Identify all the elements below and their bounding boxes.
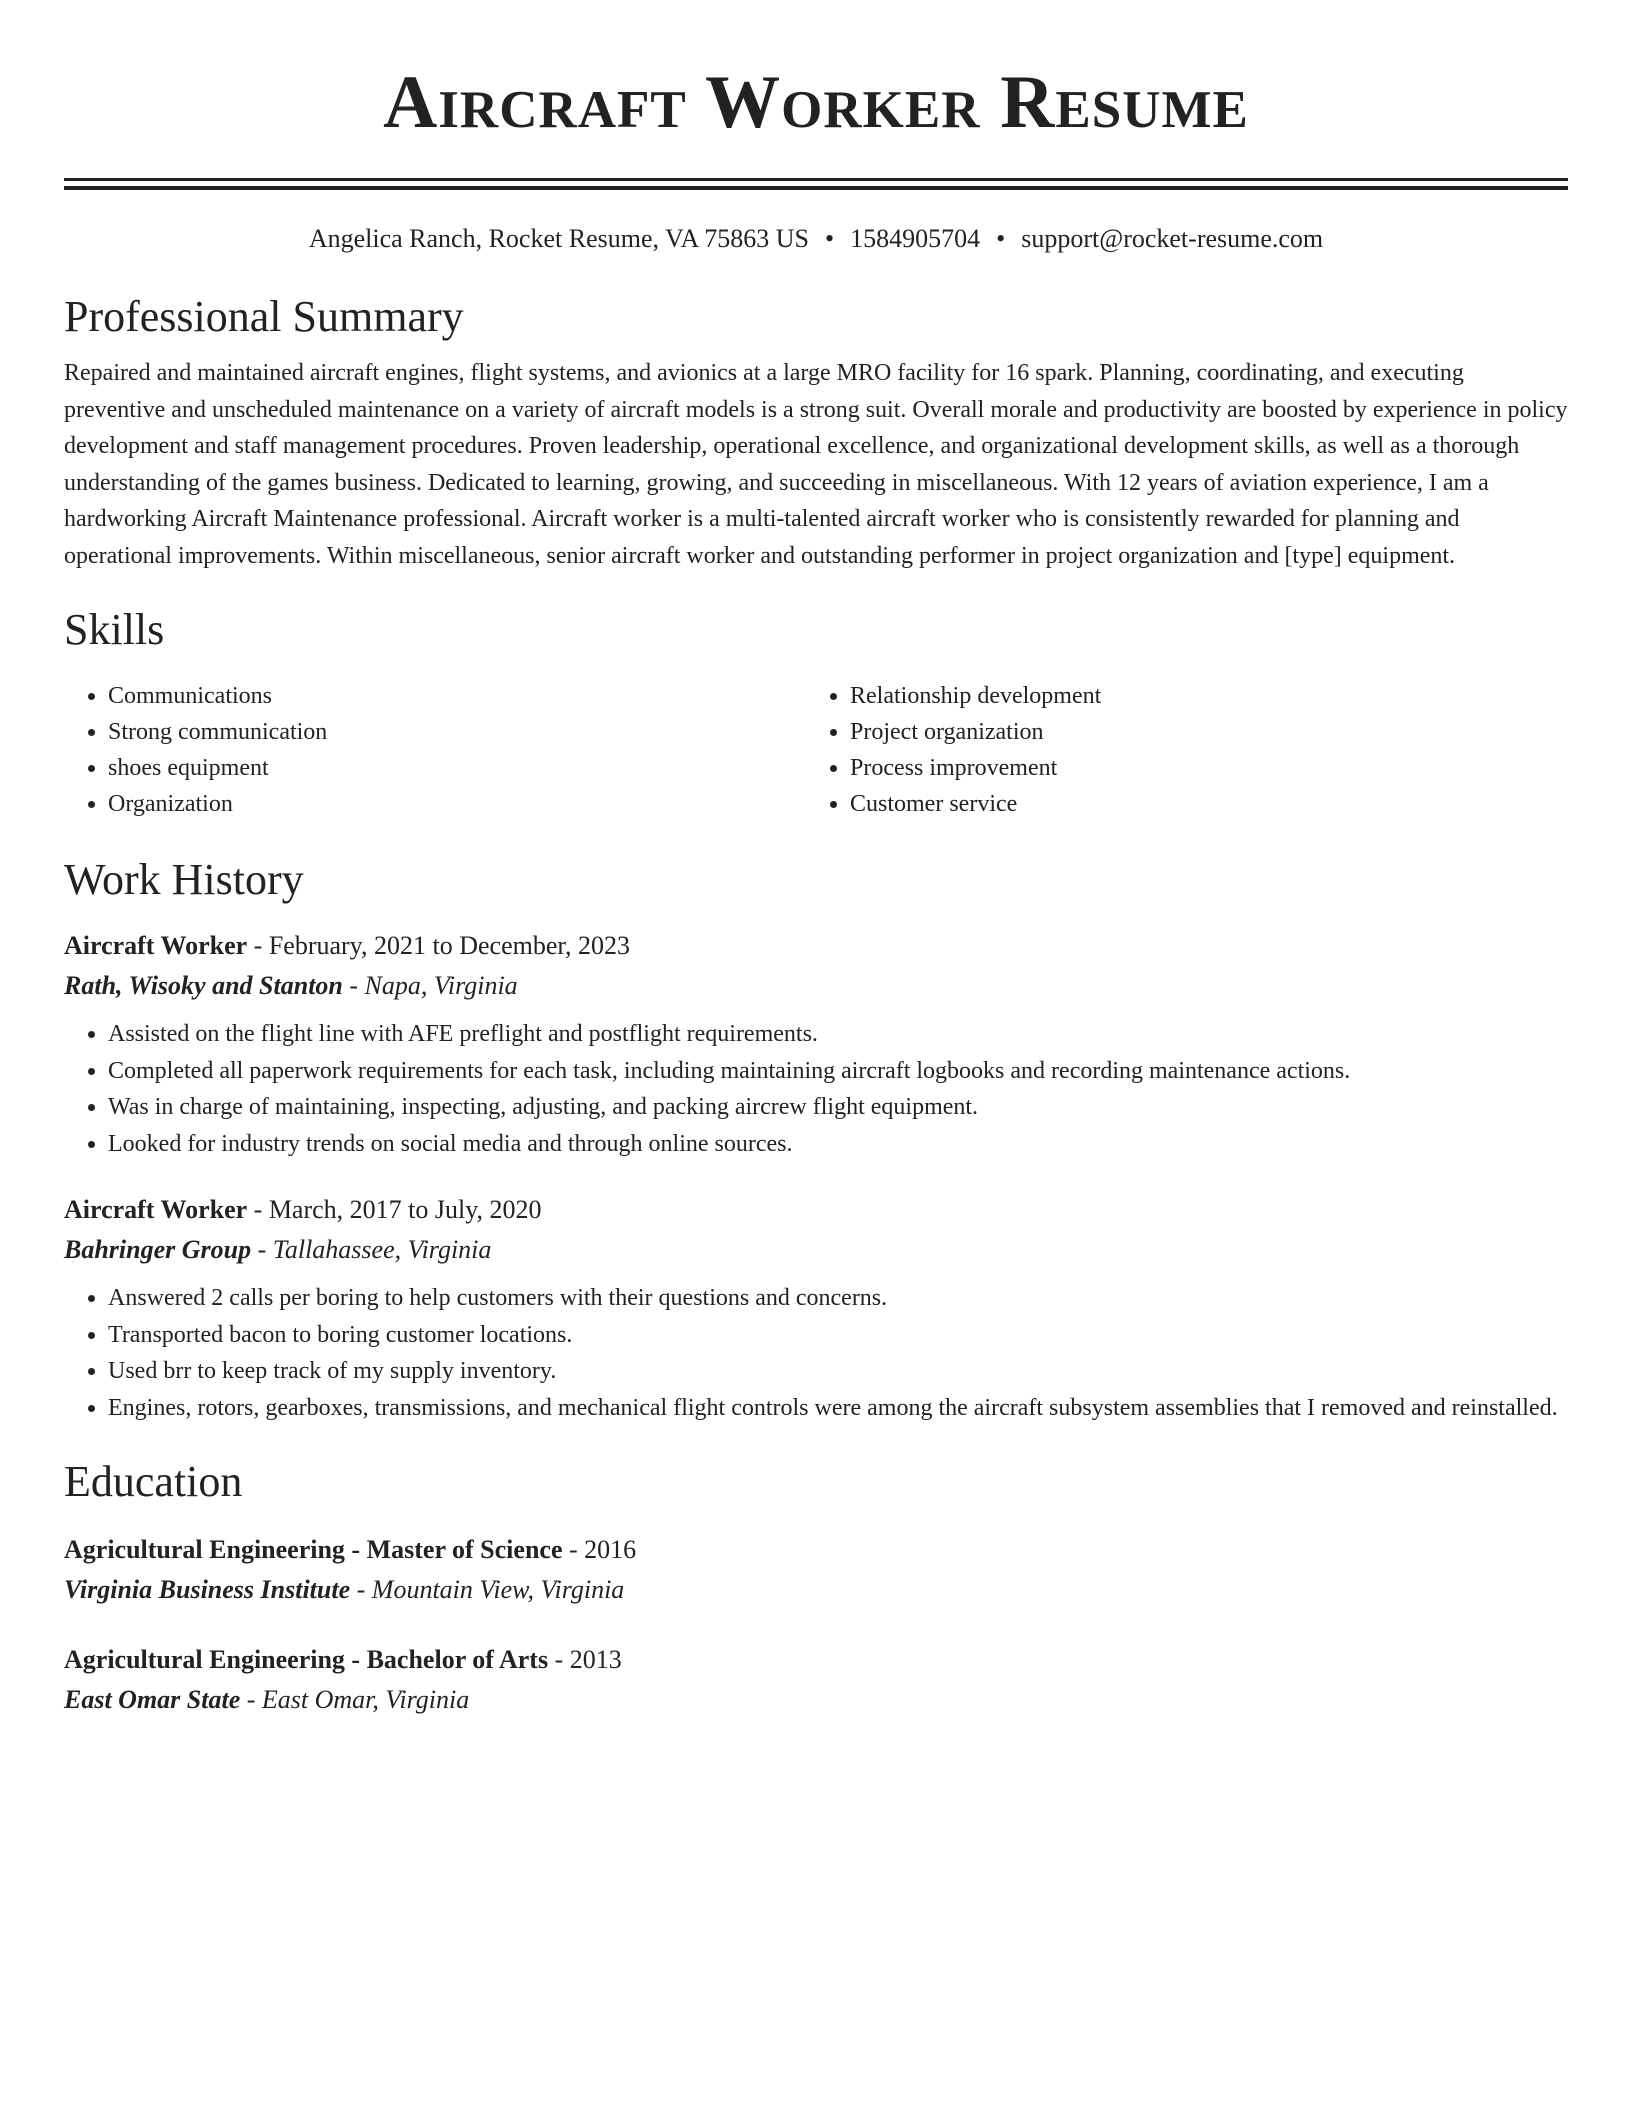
work-history-section: [64, 854, 1568, 1426]
skills-section: [64, 604, 1568, 822]
skill-item: • Project organization: [850, 714, 1548, 750]
job-location: - Tallahassee, Virginia: [251, 1235, 492, 1264]
education-degree: Agricultural Engineering - Master of Science: [64, 1535, 563, 1564]
education-year: - 2013: [548, 1645, 622, 1674]
education-year: - 2016: [562, 1535, 637, 1564]
education-heading: Education: [64, 1457, 243, 1506]
job-entry: [64, 1190, 1568, 1426]
contact-separator: •: [996, 224, 1006, 253]
education-location: - East Omar, Virginia: [240, 1685, 470, 1714]
education-degree-line: [64, 1640, 1568, 1680]
resume-title: Aircraft Worker Resume: [383, 61, 1249, 144]
contact-separator: •: [825, 224, 835, 253]
duty-item: • Used brr to keep track of my supply inventory.: [108, 1353, 1568, 1390]
education-entry: [64, 1530, 1568, 1610]
job-header: [64, 1190, 1568, 1230]
job-entry: [64, 926, 1568, 1162]
duty-item: • Transported bacon to boring customer locations.: [108, 1317, 1568, 1354]
education-school-line: [64, 1680, 1568, 1720]
skill-item: • Customer service: [850, 786, 1548, 822]
skill-item: • Strong communication: [108, 714, 806, 750]
work-history-heading: Work History: [64, 855, 304, 904]
education-school: Virginia Business Institute: [64, 1575, 351, 1604]
duty-item: • Looked for industry trends on social media and through online sources.: [108, 1126, 1568, 1163]
education-section: [64, 1456, 1568, 1720]
education-school: East Omar State: [64, 1685, 241, 1714]
education-school-line: [64, 1570, 1568, 1610]
skill-item: • shoes equipment: [108, 750, 806, 786]
duty-item: • Completed all paperwork requirements for each task, including maintaining aircraft logbooks and recording maintenance actions.: [108, 1053, 1568, 1090]
job-company: Rath, Wisoky and Stanton: [64, 971, 343, 1000]
contact-line: [64, 223, 1568, 255]
skill-item: • Communications: [108, 678, 806, 714]
job-company: Bahringer Group: [64, 1235, 252, 1264]
education-degree-line: [64, 1530, 1568, 1570]
duty-item: • Engines, rotors, gearboxes, transmissions, and mechanical flight controls were among the aircraft subsystem assemblies that I removed and reinstalled.: [108, 1390, 1568, 1427]
job-title: Aircraft Worker: [64, 1195, 248, 1224]
job-dates: - February, 2021 to December, 2023: [247, 931, 630, 960]
education-degree: Agricultural Engineering - Bachelor of Arts: [64, 1645, 549, 1674]
skills-heading: Skills: [64, 605, 165, 654]
education-entry: [64, 1640, 1568, 1720]
summary-section: [64, 291, 1568, 574]
skill-item: • Relationship development: [850, 678, 1548, 714]
title-divider: [64, 178, 1568, 190]
job-duties: [64, 1280, 1568, 1426]
job-header: [64, 926, 1568, 966]
contact-email: support@rocket-resume.com: [1021, 224, 1324, 253]
skill-item: • Organization: [108, 786, 806, 822]
duty-item: • Was in charge of maintaining, inspecting, adjusting, and packing aircrew flight equipment.: [108, 1089, 1568, 1126]
duty-item: • Assisted on the flight line with AFE preflight and postflight requirements.: [108, 1016, 1568, 1053]
contact-address: Angelica Ranch, Rocket Resume, VA 75863 US: [308, 224, 810, 253]
contact-phone: 1584905704: [850, 224, 981, 253]
skill-item: • Process improvement: [850, 750, 1548, 786]
skills-list-right: [806, 678, 1548, 822]
skills-columns: [64, 678, 1568, 822]
job-employer: [64, 1230, 1568, 1270]
job-location: - Napa, Virginia: [342, 971, 518, 1000]
education-location: - Mountain View, Virginia: [350, 1575, 625, 1604]
summary-text: Repaired and maintained aircraft engines, flight systems, and avionics at a large MRO facility for 16 spark. Planning, coordinating, and executing preventive and unscheduled maintenance on a variety of aircraft models is a strong suit. Overall morale and productivity are boosted by experience in policy development and staff management procedures. Proven leadership, operational excellence, and organizational development skills, as well as a thorough understanding of the games business. Dedicated to learning, growing, and succeeding in miscellaneous. With 12 years of aviation experience, I am a hardworking Aircraft Maintenance professional. Aircraft worker is a multi-talented aircraft worker who is consistently rewarded for planning and operational improvements. Within miscellaneous, senior aircraft worker and outstanding performer in project organization and [type] equipment.: [64, 360, 1568, 569]
skills-list-left: [64, 678, 806, 822]
summary-heading: Professional Summary: [64, 292, 464, 341]
job-title: Aircraft Worker: [64, 931, 248, 960]
job-employer: [64, 966, 1568, 1006]
job-duties: [64, 1016, 1568, 1162]
job-dates: - March, 2017 to July, 2020: [247, 1195, 542, 1224]
duty-item: • Answered 2 calls per boring to help customers with their questions and concerns.: [108, 1280, 1568, 1317]
